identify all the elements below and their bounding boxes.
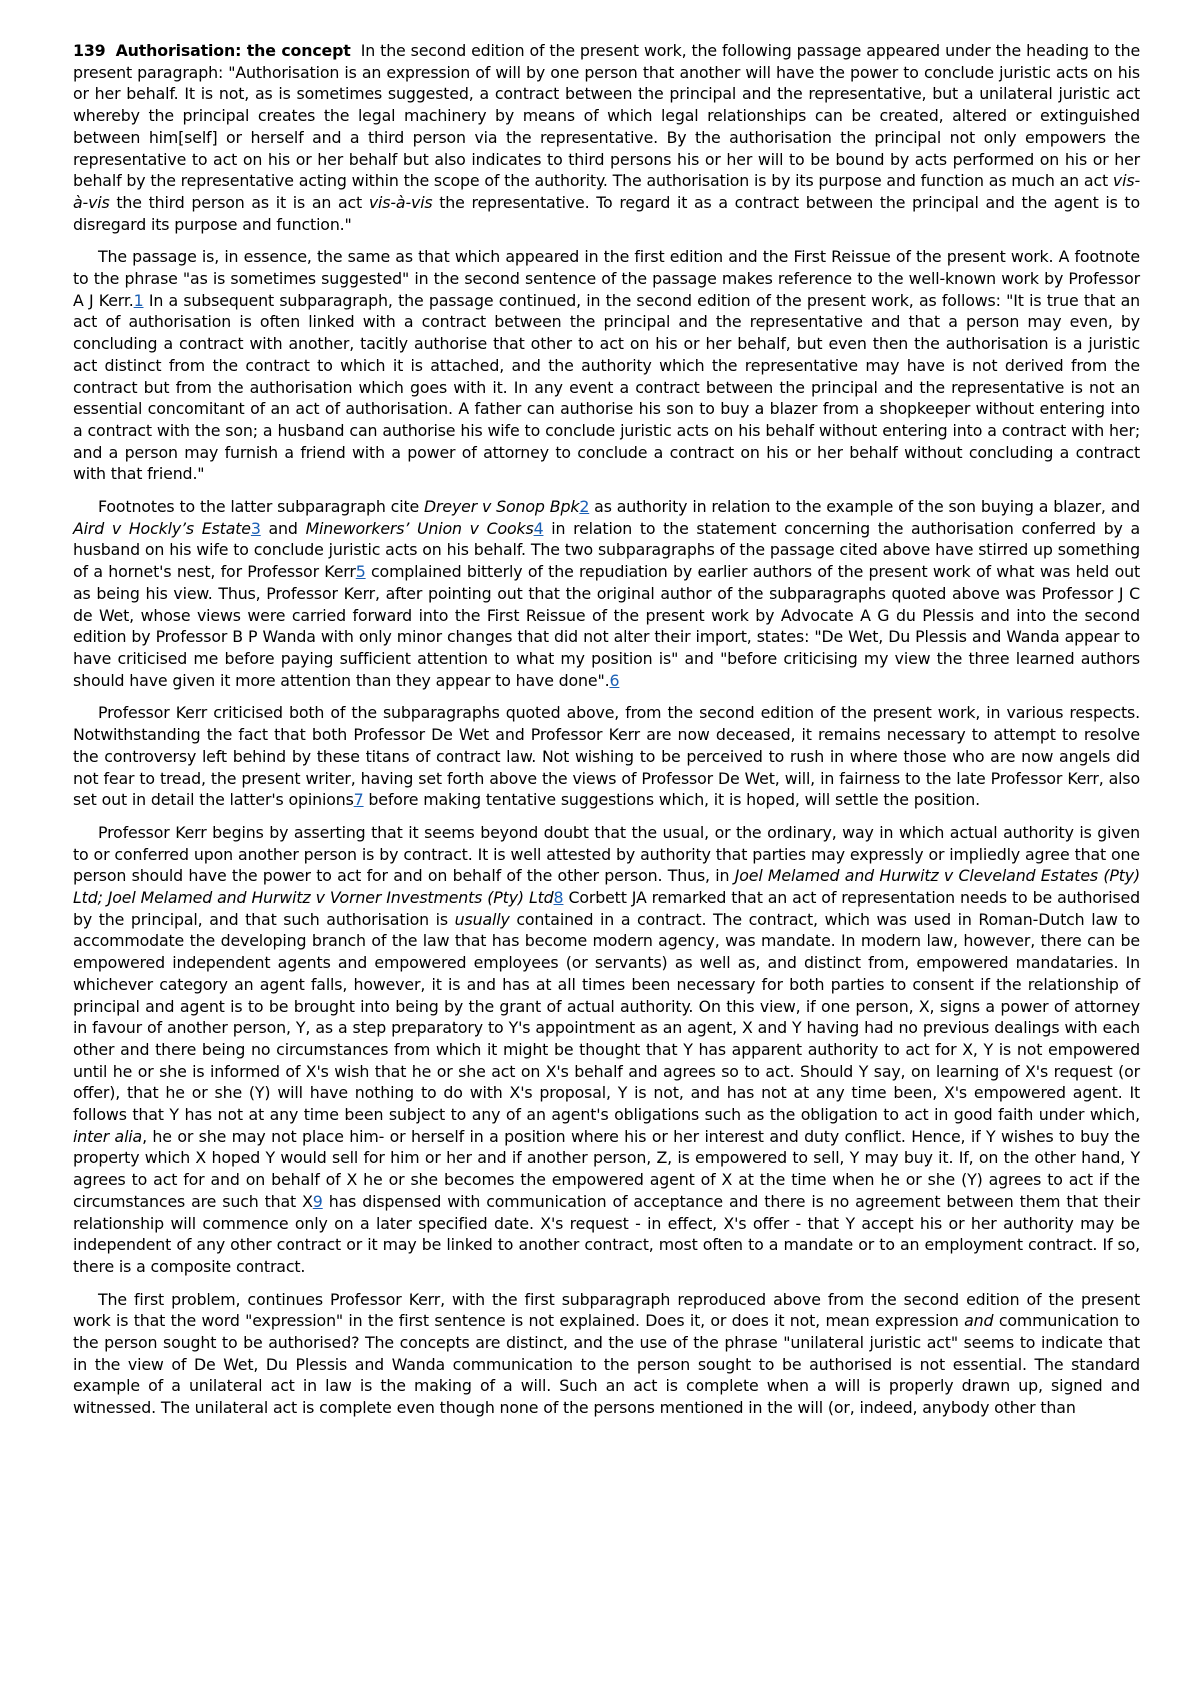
paragraph-1 <box>73 40 1140 235</box>
p1-text-c: the representative. To regard it as a contract between the principal and the agent is to disregard its purpose and function." <box>73 192 1140 234</box>
p5-text-d: , he or she may not place him- or herself in a position where his or her interest and duty conflict. Hence, if Y wishes to buy the property which X hoped Y would sell for him or her and if another person, Z, is empowered to sell, Y may buy it. If, on the other hand, Y agrees to act for and on behalf of X he or she becomes the empowered agent of X at the time when he or she (Y) agrees to act if the circumstances are such that X <box>73 1126 1140 1211</box>
p6-text-b: communication to the person sought to be authorised? The concepts are distinct, and the use of the phrase "unilateral juristic act" seems to indicate that in the view of De Wet, Du Plessis and Wanda communication to the person sought to be authorised is not essential. The standard example of a unilateral act in law is the making of a will. Such an act is complete when a will is properly drawn up, signed and witnessed. The unilateral act is complete even though none of the persons mentioned in the will (or, indeed, anybody other than <box>73 1311 1140 1418</box>
footnote-link-8[interactable]: 8 <box>553 888 564 908</box>
paragraph-6 <box>73 1289 1140 1419</box>
p1-text-b: the third person as it is an act <box>109 192 369 212</box>
footnote-link-5[interactable]: 5 <box>355 562 366 582</box>
p5-text-b: Corbett JA remarked that an act of representation needs to be authorised by the principal, and that such authorisation is <box>73 888 1140 929</box>
paragraph-heading: Authorisation: the concept <box>115 41 351 60</box>
italic-inter-alia: inter alia <box>73 1126 143 1146</box>
footnote-link-4[interactable]: 4 <box>533 518 544 538</box>
p5-text-a: Professor Kerr begins by asserting that it seems beyond doubt that the usual, or the ordinary, way in which actual authority is given to or conferred upon another person is by contract. It is well attested by authority that parties may expressly or impliedly agree that one person should have the power to act for and on behalf of the other person. Thus, in <box>73 822 1140 886</box>
p1-italic-vis-a-vis-2: vis-à-vis <box>368 192 433 212</box>
footnote-link-1[interactable]: 1 <box>133 290 144 310</box>
italic-usually: usually <box>454 909 510 929</box>
paragraph-number: 139 <box>73 41 106 60</box>
case-name-joel-melamed: Joel Melamed and Hurwitz v Cleveland Estates (Pty) Ltd; Joel Melamed and Hurwitz v Vorner Investments (Pty) Ltd <box>73 866 1140 908</box>
p2-text-b: In a subsequent subparagraph, the passage continued, in the second edition of the present work, as follows: "It is true that an act of authorisation is often linked with a contract between the principal and the representative and that a person may even, by concluding a contract with another, tacitly authorise that other to act on his or her behalf, but even then the authorisation is a juristic act distinct from the contract to which it is attached, and the authority which the representative may have is not derived from the contract but from the authorisation which goes with it. In any event a contract between the principal and the representative is not an essential concomitant of an act of authorisation. A father can authorise his son to buy a blazer from a shopkeeper without entering into a contract with the son; a husband can authorise his wife to conclude juristic acts on his behalf without entering into a contract with her; and a person may furnish a friend with a power of attorney to conclude a contract on his or her behalf without concluding a contract with that friend." <box>73 290 1140 484</box>
p2-text-a: The passage is, in essence, the same as that which appeared in the first edition and the First Reissue of the present work. A footnote to the phrase "as is sometimes suggested" in the second sentence of the passage makes reference to the well-known work by Professor A J Kerr. <box>73 247 1140 310</box>
italic-and: and <box>964 1311 994 1331</box>
footnote-link-7[interactable]: 7 <box>353 790 364 810</box>
paragraph-5 <box>73 822 1140 1278</box>
paragraph-4 <box>73 702 1140 811</box>
p5-text-e: has dispensed with communication of acceptance and there is no agreement between them that their relationship will commence only on a later specified date. X's request - in effect, X's offer - that Y accept his or her authority may be independent of any other contract or it may be linked to another contract, most often to a mandate or to an employment contract. If so, there is a composite contract. <box>73 1191 1140 1276</box>
footnote-link-9[interactable]: 9 <box>312 1191 323 1211</box>
p3-text-e: complained bitterly of the repudiation by earlier authors of the present work of what was held out as being his view. Thus, Professor Kerr, after pointing out that the original author of the subparagraphs quoted above was Professor J C de Wet, whose views were carried forward into the First Reissue of the present work by Advocate A G du Plessis and into the second edition by Professor B P Wanda with only minor changes that did not alter their import, states: "De Wet, Du Plessis and Wanda appear to have criticised me before paying sufficient attention to what my position is" and "before criticising my view the three learned authors should have given it more attention than they appear to have done". <box>73 562 1140 690</box>
p3-text-a: Footnotes to the latter subparagraph cite <box>98 497 425 517</box>
p3-text-c: and <box>260 518 306 538</box>
p6-text-a: The first problem, continues Professor Kerr, with the first subparagraph reproduced above from the second edition of the present work is that the word "expression" in the first sentence is not explained. Does it, or does it not, mean expression <box>73 1289 1140 1331</box>
p3-text-b: as authority in relation to the example of the son buying a blazer, and <box>589 497 1141 517</box>
p1-italic-vis-a-vis-1: vis-à-vis <box>73 171 1140 212</box>
paragraph-2 <box>73 246 1140 485</box>
footnote-link-2[interactable]: 2 <box>579 497 590 517</box>
p5-text-c: contained in a contract. The contract, which was used in Roman-Dutch law to accommodate the developing branch of the law that has become modern agency, was mandate. In modern law, however, there can be empowered independent agents and empowered employees (or servants) as well as, and distinct from, empowered mandataries. In whichever category an agent falls, however, it is and has at all times been necessary for both parties to consent if the relationship of principal and agent is to be brought into being by the grant of actual authority. On this view, if one person, X, signs a power of attorney in favour of another person, Y, as a step preparatory to Y's appointment as an agent, X and Y having had no previous dealings with each other and there being no circumstances from which it might be thought that Y has apparent authority to act for X, Y is not empowered until he or she is informed of X's wish that he or she act on X's behalf and agrees so to act. Should Y say, on learning of X's request (or offer), that he or she (Y) will have nothing to do with X's proposal, Y is not, and has not at any time been, X's empowered agent. It follows that Y has not at any time been subject to any of an agent's obligations such as the obligation to act in good faith under which, <box>73 909 1140 1125</box>
p4-text-a: Professor Kerr criticised both of the subparagraphs quoted above, from the second edition of the present work, in various respects. Notwithstanding the fact that both Professor De Wet and Professor Kerr are now deceased, it remains necessary to attempt to resolve the controversy left behind by these titans of contract law. Not wishing to be perceived to rush in where those who are now angels did not fear to tread, the present writer, having set forth above the views of Professor De Wet, will, in fairness to the late Professor Kerr, also set out in detail the latter's opinions <box>73 703 1140 810</box>
p4-text-b: before making tentative suggestions which, it is hoped, will settle the position. <box>363 790 980 810</box>
case-name-dreyer: Dreyer v Sonop Bpk <box>424 497 580 517</box>
footnote-link-3[interactable]: 3 <box>250 518 261 538</box>
p1-text-a: In the second edition of the present work, the following passage appeared under the heading to the present paragraph: "Authorisation is an expression of will by one person that another will have the power to conclude juristic acts on his or her behalf. It is not, as is sometimes suggested, a contract between the principal and the representative, but a unilateral juristic act whereby the principal creates the legal machinery by means of which legal relationships can be created, altered or extinguished between him[self] or herself and a third person via the representative. By the authorisation the principal not only empowers the representative to act on his or her behalf but also indicates to third persons his or her will to be bound by acts performed on his or her behalf by the representative acting within the scope of the authority. The authorisation is by its purpose and function as much an act <box>73 41 1141 191</box>
footnote-link-6[interactable]: 6 <box>609 670 620 690</box>
p3-text-d: in relation to the statement concerning the authorisation conferred by a husband on his wife to conclude juristic acts on his behalf. The two subparagraphs of the passage cited above have stirred up something of a hornet's nest, for Professor Kerr <box>73 518 1140 582</box>
paragraph-3 <box>73 496 1140 691</box>
case-name-mineworkers: Mineworkers’ Union v Cooks <box>305 518 534 538</box>
case-name-aird: Aird v Hockly’s Estate <box>73 518 251 538</box>
